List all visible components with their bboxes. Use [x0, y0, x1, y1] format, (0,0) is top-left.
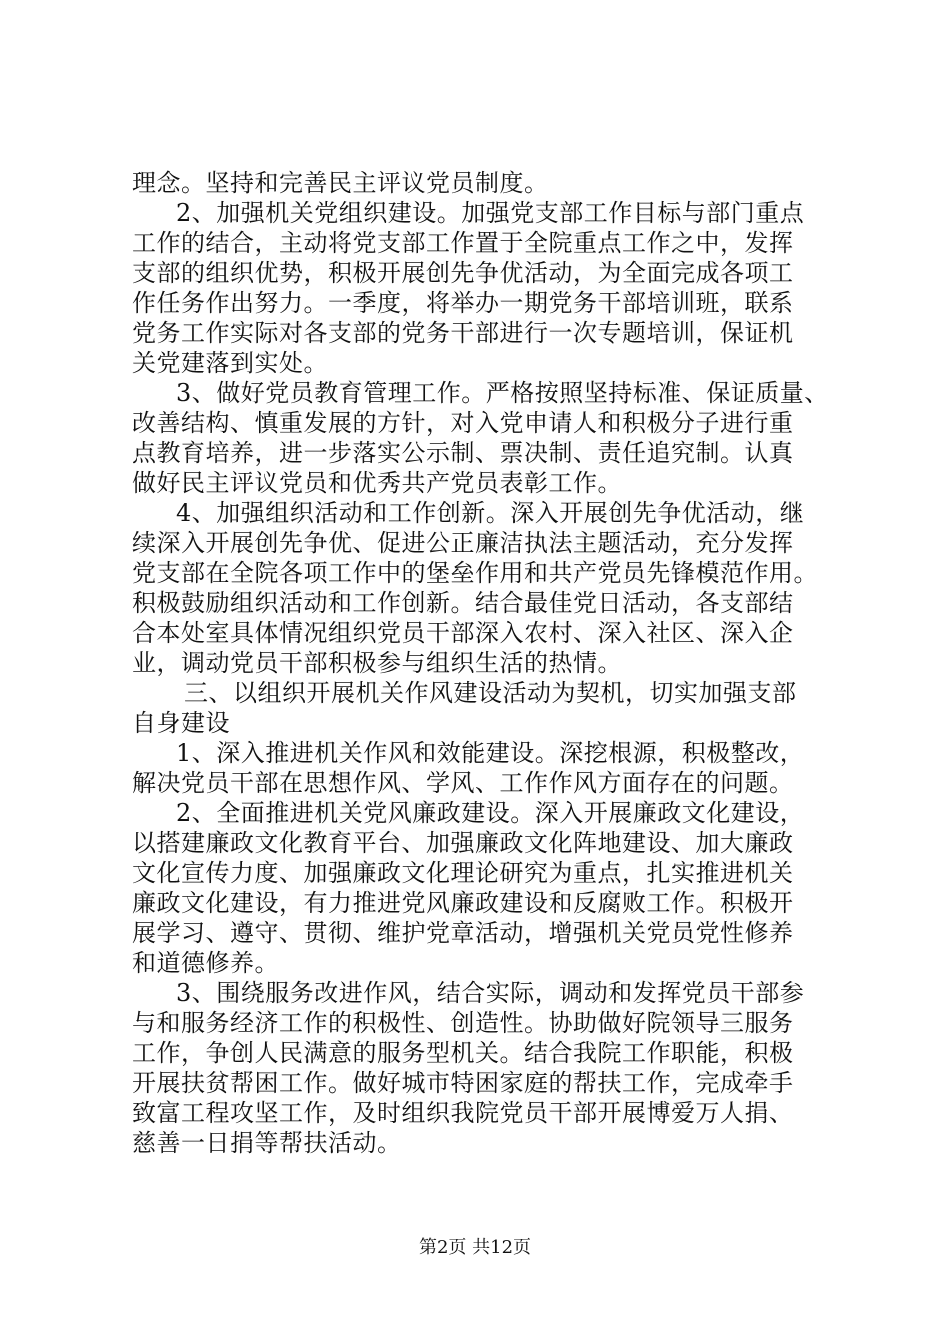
text-line: 廉政文化建设，有力推进党风廉政建设和反腐败工作。积极开	[132, 889, 794, 917]
text-line: 以搭建廉政文化教育平台、加强廉政文化阵地建设、加大廉政	[132, 829, 794, 857]
text-line: 3、围绕服务改进作风，结合实际，调动和发挥党员干部参	[176, 979, 805, 1007]
text-line: 文化宣传力度、加强廉政文化理论研究为重点，扎实推进机关	[132, 859, 794, 887]
text-line: 与和服务经济工作的积极性、创造性。协助做好院领导三服务	[132, 1009, 794, 1037]
text-line: 慈善一日捐等帮扶活动。	[132, 1129, 402, 1157]
text-line: 1、深入推进机关作风和效能建设。深挖根源，积极整改，	[176, 739, 805, 767]
text-line: 改善结构、慎重发展的方针，对入党申请人和积极分子进行重	[132, 409, 794, 437]
text-line: 2、加强机关党组织建设。加强党支部工作目标与部门重点	[176, 199, 805, 227]
text-line: 4、加强组织活动和工作创新。深入开展创先争优活动，继	[176, 499, 805, 527]
text-line: 2、全面推进机关党风廉政建设。深入开展廉政文化建设，	[176, 799, 805, 827]
text-line: 党支部在全院各项工作中的堡垒作用和共产党员先锋模范作用。	[132, 559, 818, 587]
text-line: 支部的组织优势，积极开展创先争优活动，为全面完成各项工	[132, 259, 794, 287]
text-line: 做好民主评议党员和优秀共产党员表彰工作。	[132, 469, 622, 497]
section-heading: 三、以组织开展机关作风建设活动为契机，切实加强支部	[184, 679, 797, 707]
text-line: 展学习、遵守、贯彻、维护党章活动，增强机关党员党性修养	[132, 919, 794, 947]
text-line: 和道德修养。	[132, 949, 279, 977]
text-line: 工作，争创人民满意的服务型机关。结合我院工作职能，积极	[132, 1039, 794, 1067]
text-line: 积极鼓励组织活动和工作创新。结合最佳党日活动，各支部结	[132, 589, 794, 617]
section-heading: 自身建设	[132, 709, 230, 737]
page-number: 第2页 共12页	[418, 1237, 532, 1258]
text-line: 开展扶贫帮困工作。做好城市特困家庭的帮扶工作，完成牵手	[132, 1069, 794, 1097]
text-line: 续深入开展创先争优、促进公正廉洁执法主题活动，充分发挥	[132, 529, 794, 557]
text-line: 解决党员干部在思想作风、学风、工作作风方面存在的问题。	[132, 769, 794, 797]
text-line: 关党建落到实处。	[132, 349, 328, 377]
text-line: 业，调动党员干部积极参与组织生活的热情。	[132, 649, 622, 677]
document-body	[132, 168, 832, 1158]
text-line: 点教育培养，进一步落实公示制、票决制、责任追究制。认真	[132, 439, 794, 467]
text-line: 作任务作出努力。一季度，将举办一期党务干部培训班，联系	[132, 289, 794, 317]
text-line: 党务工作实际对各支部的党务干部进行一次专题培训，保证机	[132, 319, 794, 347]
text-line: 3、做好党员教育管理工作。严格按照坚持标准、保证质量、	[176, 379, 829, 407]
text-line: 工作的结合，主动将党支部工作置于全院重点工作之中，发挥	[132, 229, 794, 257]
text-line: 理念。坚持和完善民主评议党员制度。	[132, 169, 549, 197]
text-line: 致富工程攻坚工作，及时组织我院党员干部开展博爱万人捐、	[132, 1099, 794, 1127]
text-line: 合本处室具体情况组织党员干部深入农村、深入社区、深入企	[132, 619, 794, 647]
